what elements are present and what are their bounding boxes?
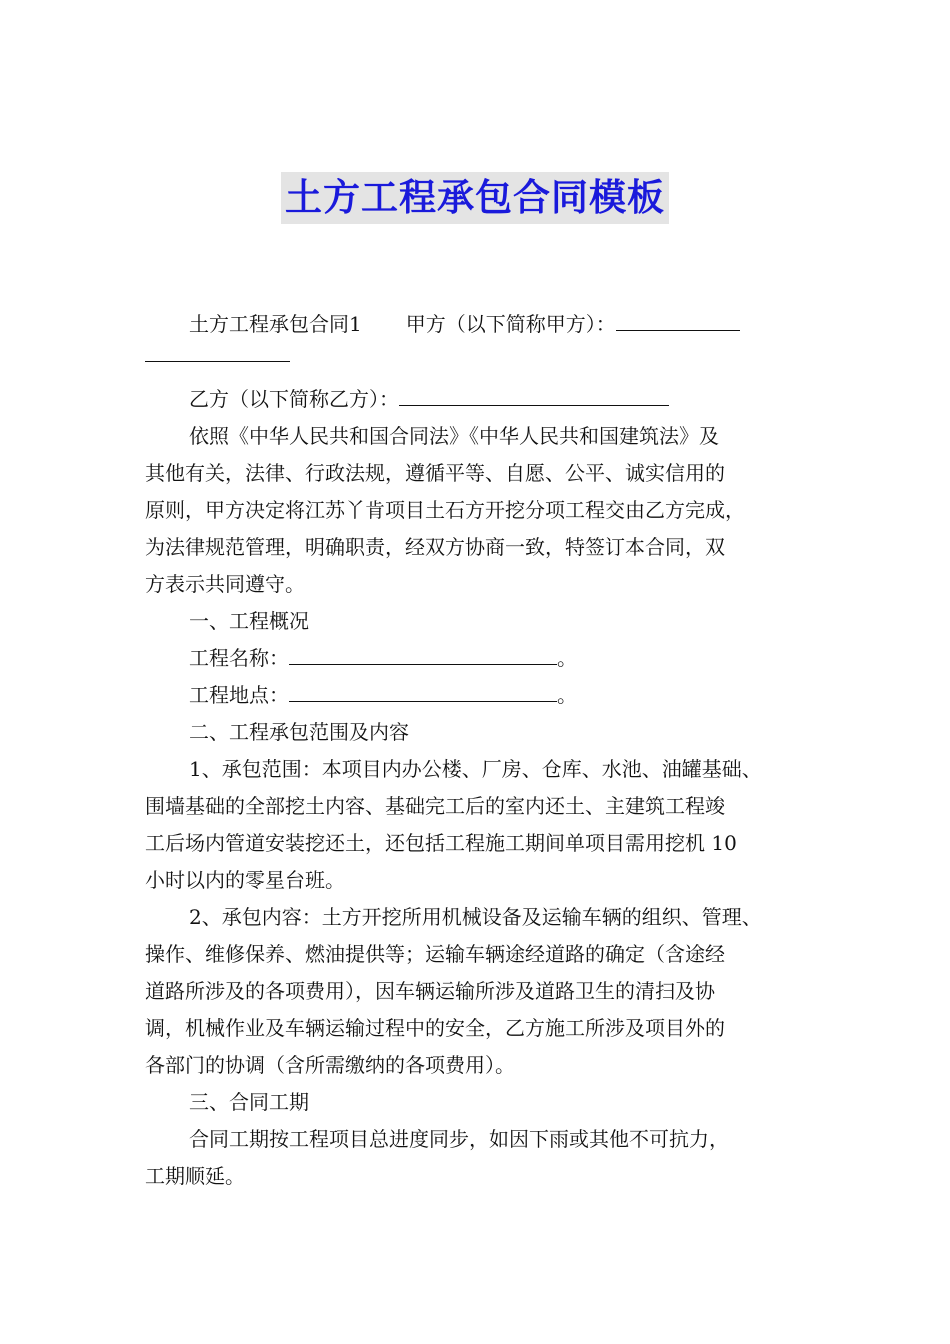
party-a-label: 甲方（以下简称甲方）：: [405, 312, 616, 336]
content-line-2: 操作、维修保养、燃油提供等；运输车辆途经道路的确定（含途经: [145, 942, 725, 966]
project-location-line: [145, 677, 825, 714]
project-name-end: 。: [557, 646, 577, 670]
project-name-line: [145, 640, 825, 677]
section2-heading: 二、工程承包范围及内容: [189, 720, 409, 744]
project-location-blank: [289, 679, 557, 702]
party-b-line: [145, 381, 825, 418]
content-paragraph: [145, 899, 825, 1084]
duration-paragraph: [145, 1121, 825, 1195]
content-line-1: 2、承包内容：土方开挖所用机械设备及运输车辆的组织、管理、: [189, 905, 762, 929]
scope-line-2: 围墙基础的全部挖土内容、基础完工后的室内还土、主建筑工程竣: [145, 794, 725, 818]
project-location-end: 。: [557, 683, 577, 707]
document-body: [145, 306, 825, 1195]
intro-line: [145, 306, 825, 343]
project-name-blank: [289, 642, 557, 665]
preamble-line-1: 依照《中华人民共和国合同法》《中华人民共和国建筑法》及: [189, 424, 719, 448]
document-title: 土方工程承包合同模板: [281, 172, 669, 224]
scope-line-1: 1、承包范围：本项目内办公楼、厂房、仓库、水池、油罐基础、: [189, 757, 762, 781]
contract-name: 土方工程承包合同1: [189, 312, 362, 336]
scope-line-3: 工后场内管道安装挖还土，还包括工程施工期间单项目需用挖机 10: [145, 831, 737, 855]
party-b-blank: [399, 383, 669, 406]
scope-line-4: 小时以内的零星台班。: [145, 868, 345, 892]
duration-line-2: 工期顺延。: [145, 1164, 245, 1188]
project-location-label: 工程地点：: [189, 683, 289, 707]
preamble-line-2: 其他有关，法律、行政法规，遵循平等、自愿、公平、诚实信用的: [145, 461, 725, 485]
preamble-line-5: 方表示共同遵守。: [145, 572, 305, 596]
party-a-blank-continued: [145, 343, 290, 362]
party-b-label: 乙方（以下简称乙方）：: [189, 387, 399, 411]
preamble-line-4: 为法律规范管理，明确职责，经双方协商一致，特签订本合同，双: [145, 535, 725, 559]
section1-heading: 一、工程概况: [189, 609, 309, 633]
preamble-line-3: 原则，甲方决定将江苏丫肯项目土石方开挖分项工程交由乙方完成，: [145, 498, 745, 522]
party-a-blank: [616, 308, 740, 331]
section3-heading: 三、合同工期: [189, 1090, 309, 1114]
preamble-paragraph: [145, 418, 825, 603]
duration-line-1: 合同工期按工程项目总进度同步，如因下雨或其他不可抗力，: [189, 1127, 729, 1151]
content-line-4: 调，机械作业及车辆运输过程中的安全，乙方施工所涉及项目外的: [145, 1016, 725, 1040]
project-name-label: 工程名称：: [189, 646, 289, 670]
content-line-5: 各部门的协调（含所需缴纳的各项费用）。: [145, 1053, 515, 1077]
scope-paragraph: [145, 751, 825, 899]
title-container: [0, 172, 950, 224]
content-line-3: 道路所涉及的各项费用），因车辆运输所涉及道路卫生的清扫及协: [145, 979, 715, 1003]
